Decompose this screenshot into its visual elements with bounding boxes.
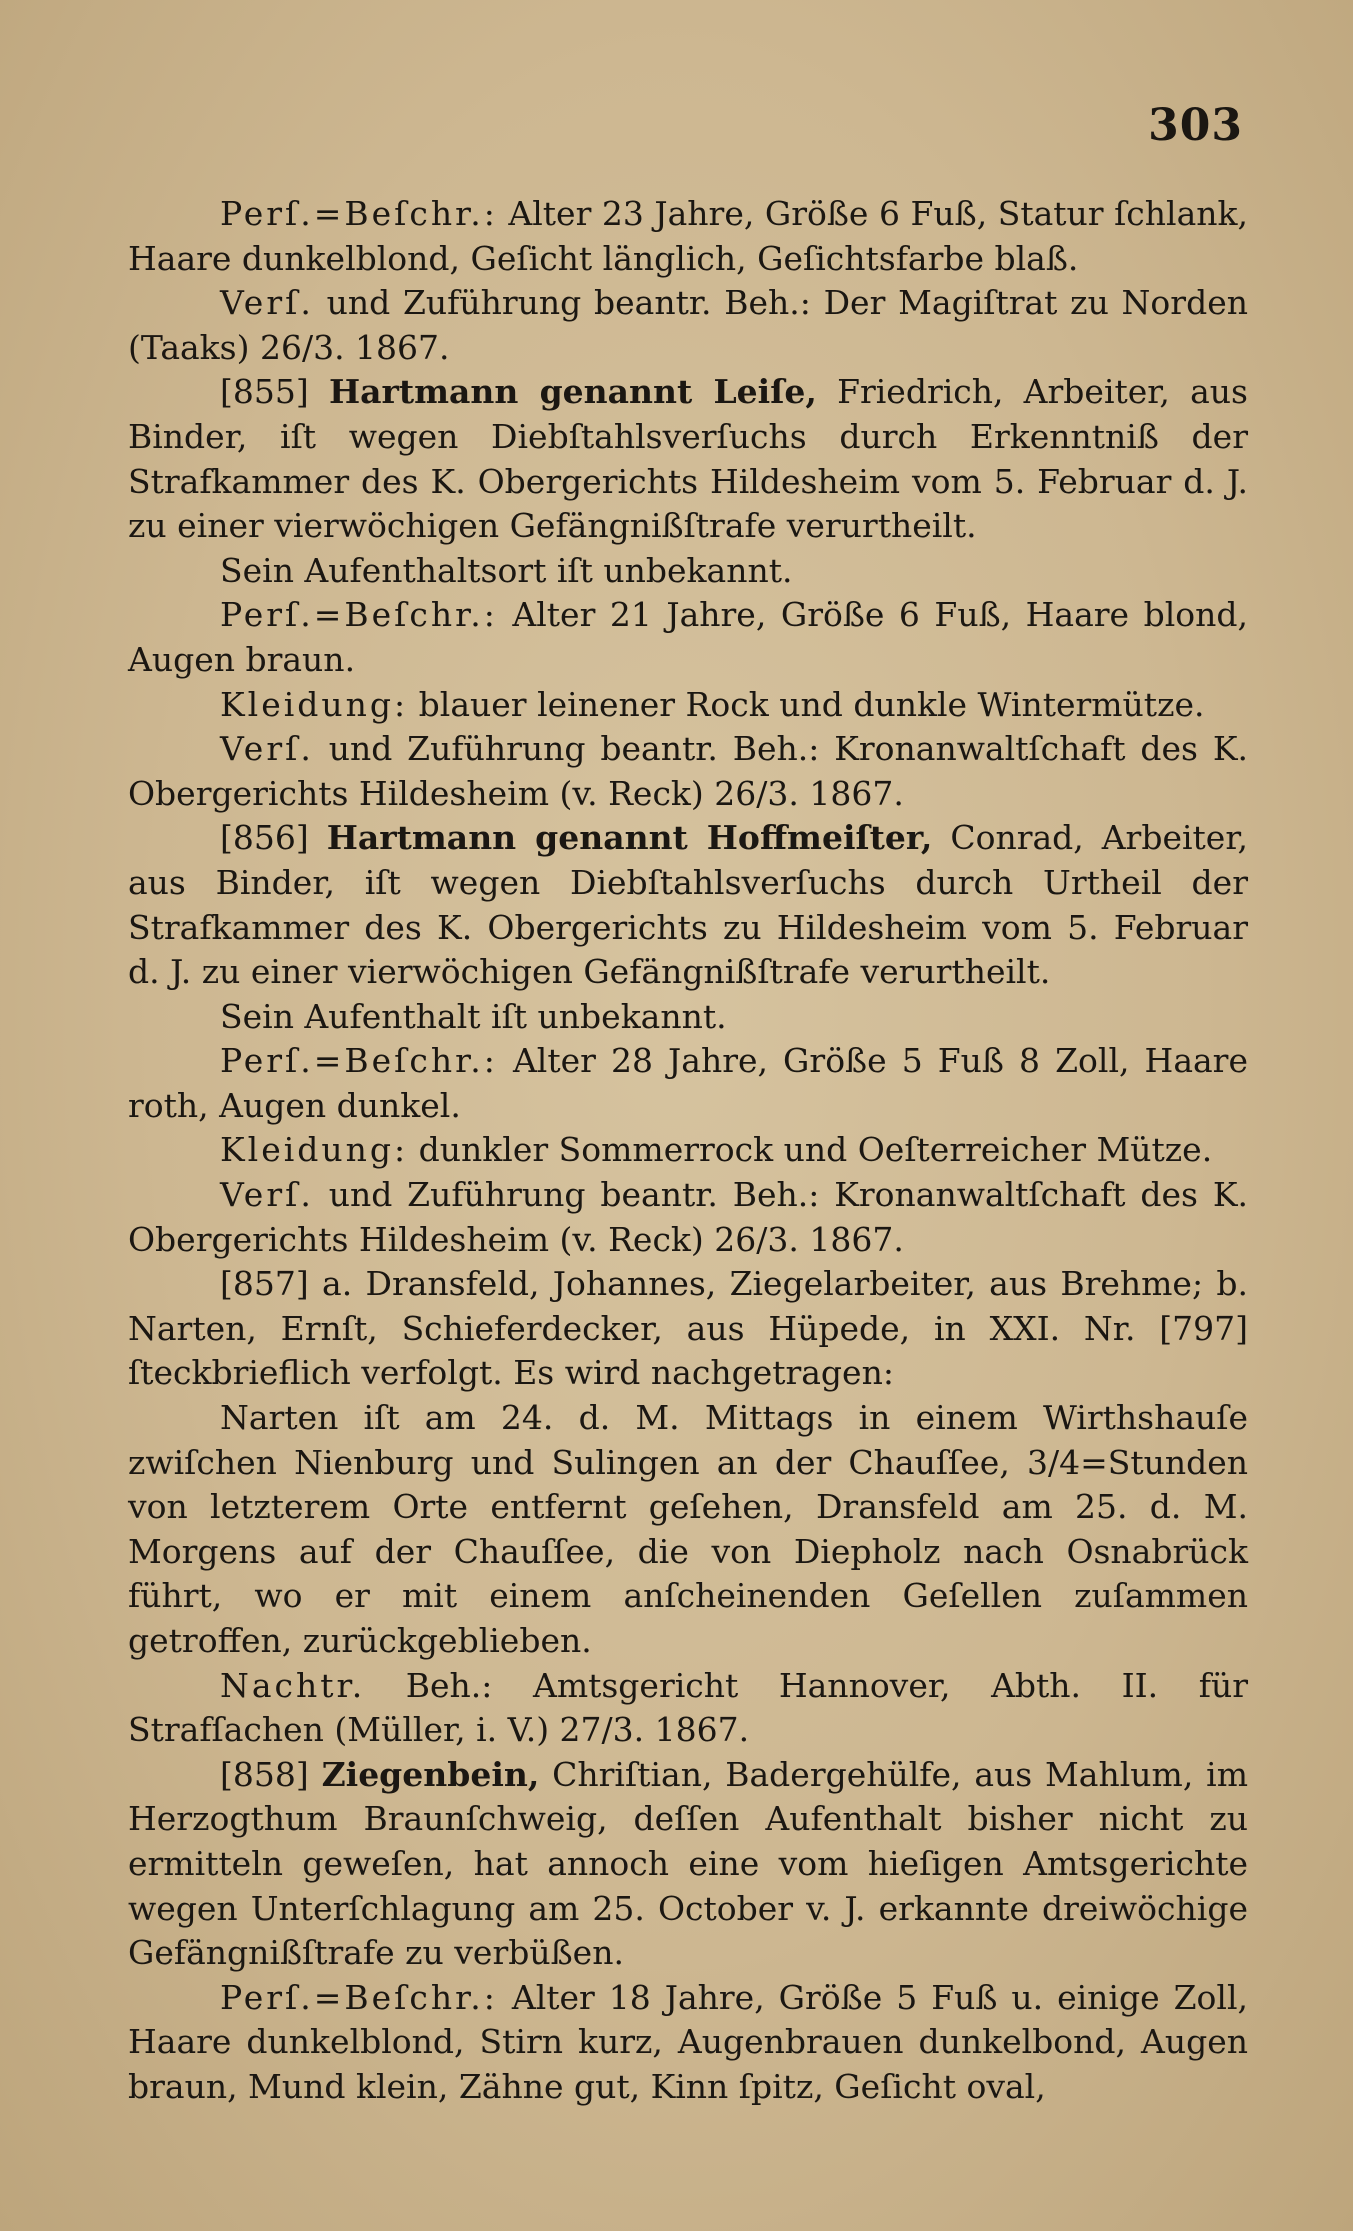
- paragraph: Kleidung: blauer leinener Rock und dunkle Wintermütze.: [220, 684, 1205, 724]
- page-number: 303: [1148, 100, 1243, 151]
- text-body: [128, 192, 1248, 2110]
- paragraph: Nachtr. Beh.: Amtsgericht Hannover, Abth. II. für Strafſachen (Müller, i. V.) 27/3. 1867.: [128, 1665, 1248, 1750]
- paragraph: Narten iſt am 24. d. M. Mittags in einem Wirthshauſe zwiſchen Nienburg und Sulingen an der Chauſſee, 3/4=Stunden von letzterem Orte entfernt geſehen, Dransfeld am 25. d. M. Morgens auf der Chauſſee, die von Diepholz nach Osnabrück führt, wo er mit einem anſcheinenden Geſellen zuſammen getroffen, zurückgeblieben.: [128, 1398, 1248, 1660]
- paragraph: Verſ. und Zuführung beantr. Beh.: Kronanwaltſchaft des K. Obergerichts Hildesheim (v. Reck) 26/3. 1867.: [128, 1175, 1248, 1259]
- paragraph: Verſ. und Zuführung beantr. Beh.: Kronanwaltſchaft des K. Obergerichts Hildesheim (v. Reck) 26/3. 1867.: [128, 729, 1248, 813]
- paragraph: Sein Aufenthalt iſt unbekannt.: [220, 996, 727, 1036]
- paragraph: Verſ. und Zuführung beantr. Beh.: Der Magiſtrat zu Norden (Taaks) 26/3. 1867.: [128, 283, 1248, 367]
- paragraph: Perſ.=Beſchr.: Alter 23 Jahre, Größe 6 Fuß, Statur ſchlank, Haare dunkelblond, Geſicht länglich, Geſichtsfarbe blaß.: [128, 194, 1248, 278]
- paragraph: Perſ.=Beſchr.: Alter 28 Jahre, Größe 5 Fuß 8 Zoll, Haare roth, Augen dunkel.: [128, 1041, 1248, 1125]
- paragraph: Perſ.=Beſchr.: Alter 21 Jahre, Größe 6 Fuß, Haare blond, Augen braun.: [128, 595, 1248, 679]
- paragraph: Sein Aufenthaltsort iſt unbekannt.: [220, 550, 793, 590]
- entry-856: [856] Hartmann genannt Hoffmeiſter, Conrad, Arbeiter, aus Binder, iſt wegen Diebſtahlsverſuchs durch Urtheil der Strafkammer des K. Obergerichts zu Hildesheim vom 5. Februar d. J. zu einer vierwöchigen Gefängnißſtrafe verurtheilt.: [128, 818, 1248, 992]
- entry-855: [855] Hartmann genannt Leiſe, Friedrich, Arbeiter, aus Binder, iſt wegen Diebſtahlsverſuchs durch Erkenntniß der Strafkammer des K. Obergerichts Hildesheim vom 5. Februar d. J. zu einer vierwöchigen Gefängnißſtrafe verurtheilt.: [128, 372, 1248, 546]
- entry-858: [858] Ziegenbein, Chriſtian, Badergehülfe, aus Mahlum, im Herzogthum Braunſchweig, deſſen Aufenthalt bisher nicht zu ermitteln geweſen, hat annoch eine vom hieſigen Amtsgerichte wegen Unterſchlagung am 25. October v. J. erkannte dreiwöchige Gefängnißſtrafe zu verbüßen.: [128, 1754, 1248, 1973]
- paragraph: Kleidung: dunkler Sommerrock und Oeſterreicher Mütze.: [220, 1130, 1213, 1170]
- paragraph: Perſ.=Beſchr.: Alter 18 Jahre, Größe 5 Fuß u. einige Zoll, Haare dunkelblond, Stirn kurz, Augenbrauen dunkelbond, Augen braun, Mund klein, Zähne gut, Kinn ſpitz, Geſicht oval,: [128, 1977, 1248, 2106]
- entry-857: [857] a. Dransfeld, Johannes, Ziegelarbeiter, aus Brehme; b. Narten, Ernſt, Schieferdecker, aus Hüpede, in XXI. Nr. [797] ſteckbrieflich verfolgt. Es wird nachgetragen:: [128, 1264, 1248, 1393]
